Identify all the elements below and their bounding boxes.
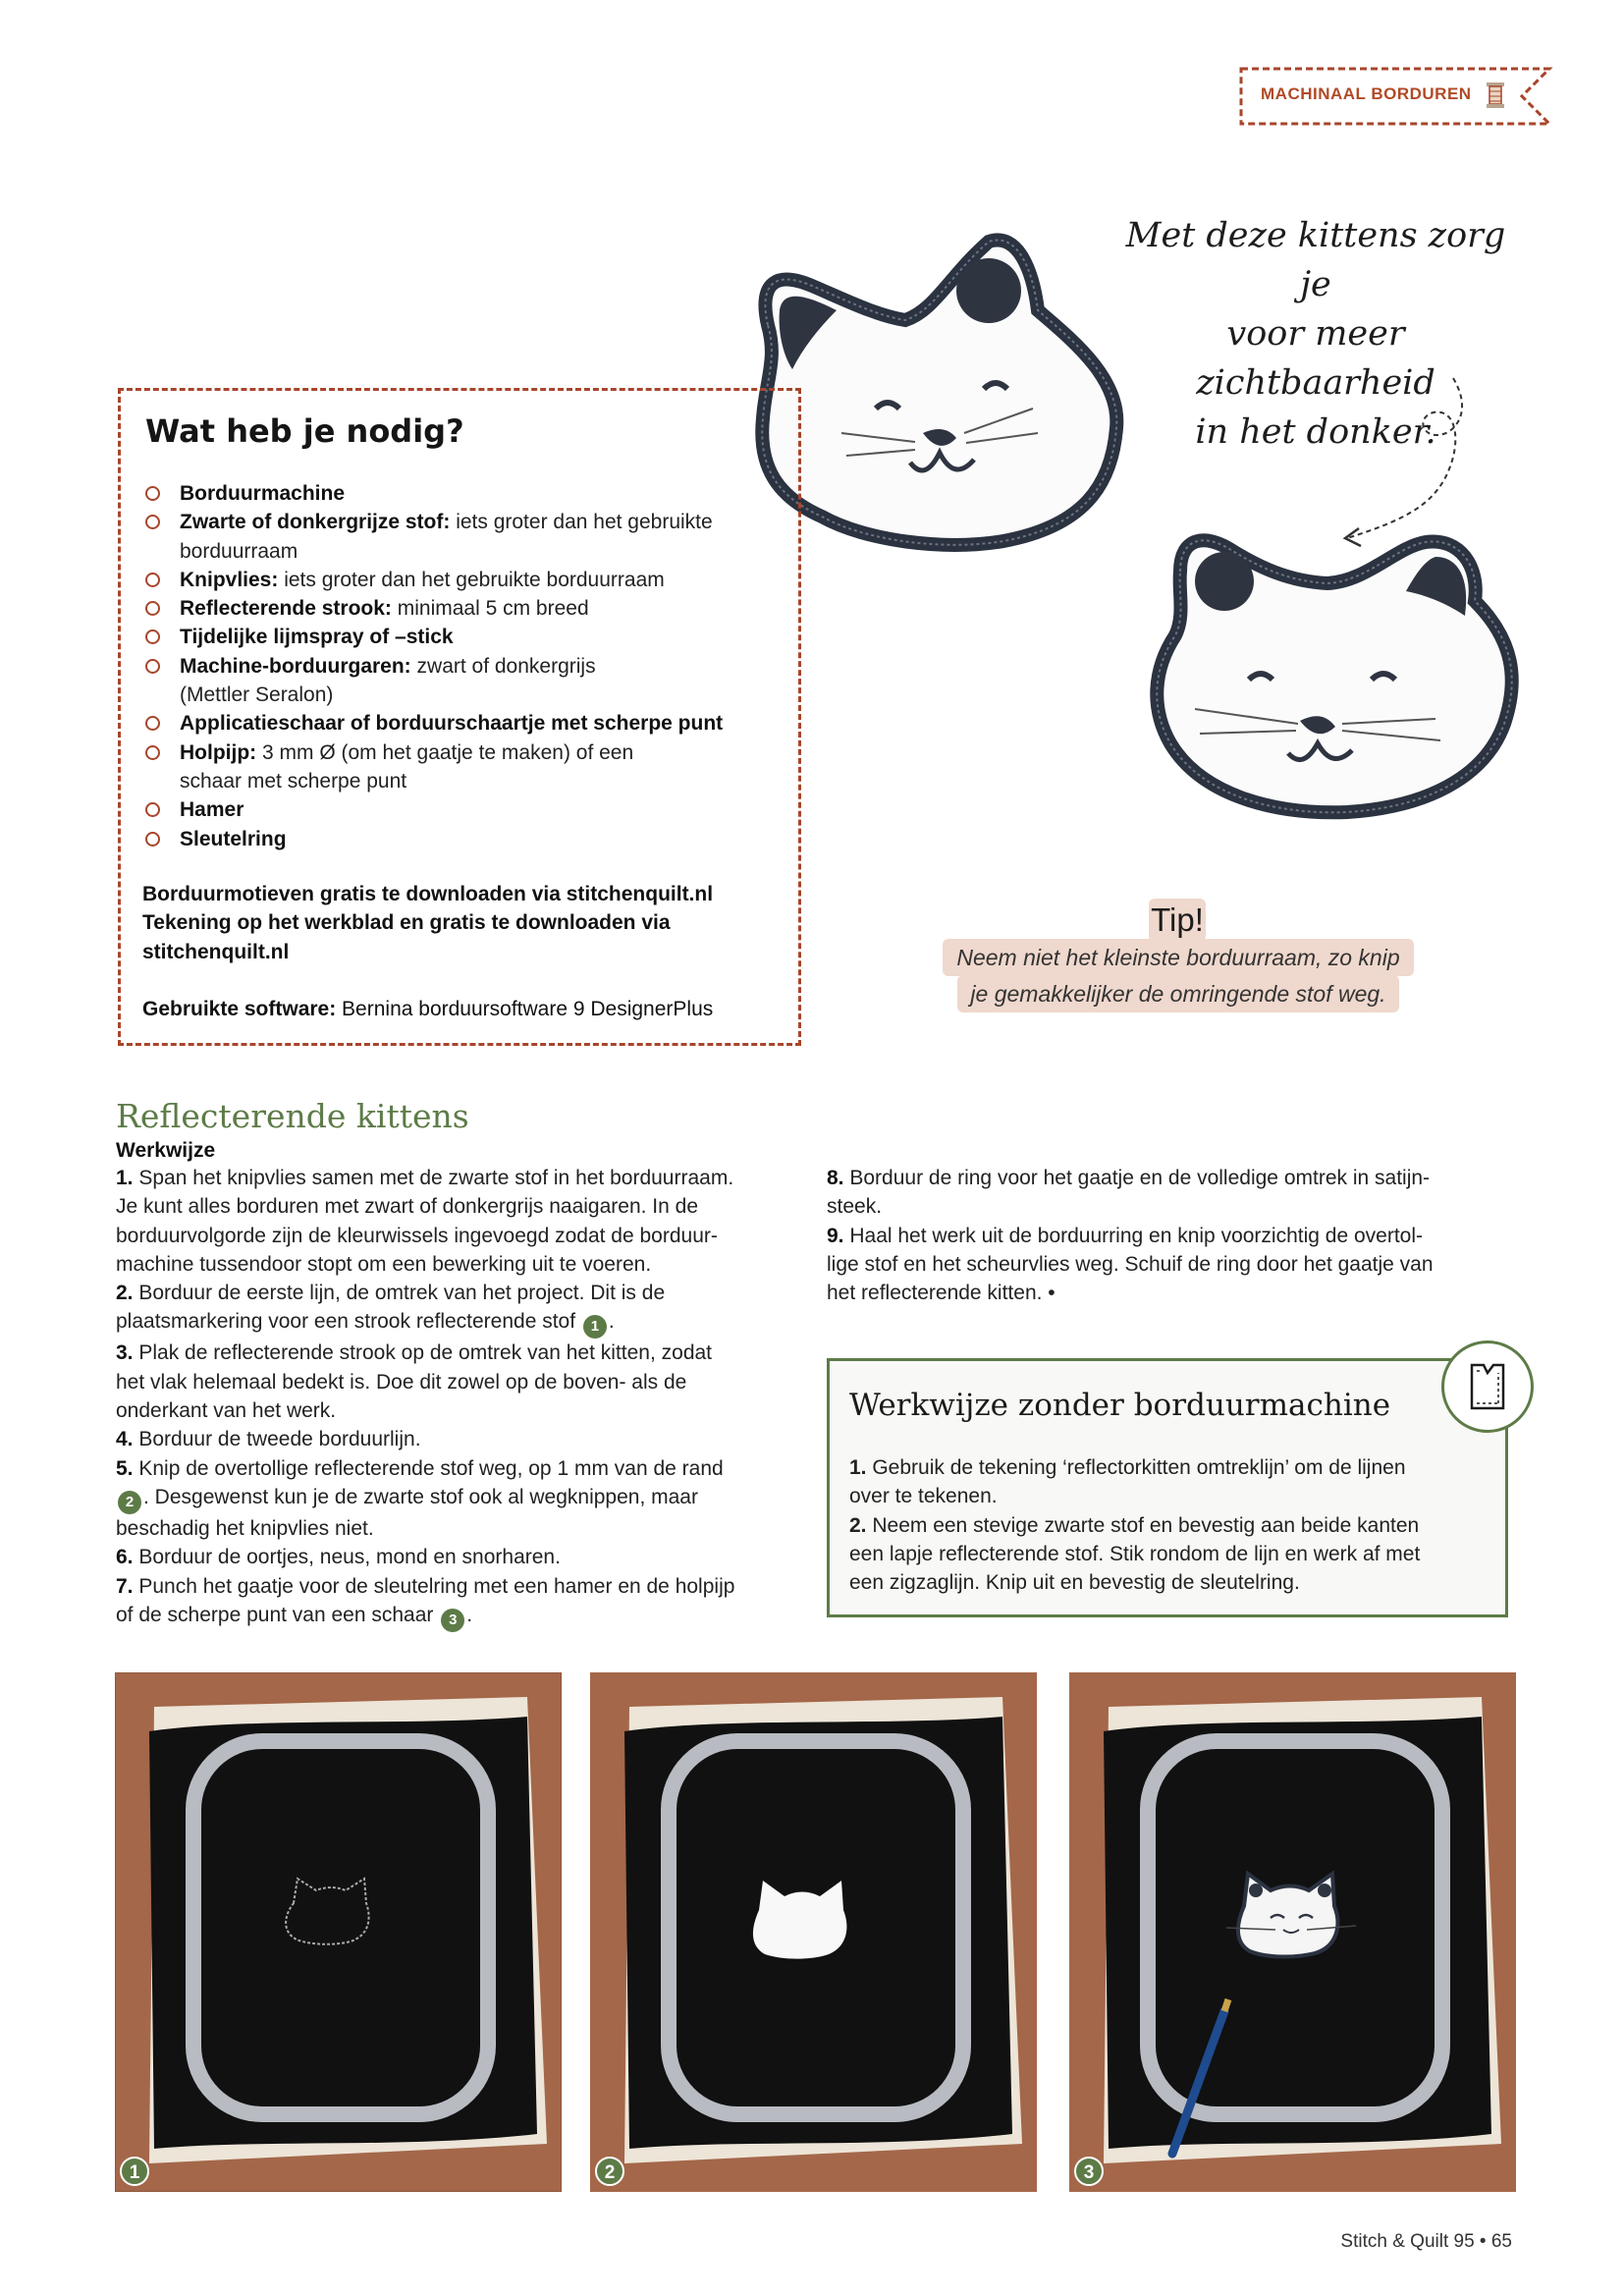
step-text: .: [466, 1603, 473, 1626]
step-text: beschadig het knipvlies niet.: [116, 1516, 374, 1540]
text-line: [116, 1572, 813, 1601]
software-info: [142, 995, 713, 1023]
text-line: [116, 1250, 813, 1279]
item-name: Hamer: [180, 798, 244, 822]
bullet-icon: [145, 573, 160, 587]
photo-reference-badge: 3: [441, 1609, 464, 1632]
list-item: [142, 594, 790, 623]
text-line: [116, 1307, 813, 1339]
caption-line: voor meer zichtbaarheid: [1196, 314, 1435, 403]
text-line: [849, 1482, 1492, 1510]
item-name: Applicatieschaar of borduurschaartje met scherpe punt: [180, 712, 724, 736]
text-line: [827, 1279, 1514, 1307]
list-item: [142, 738, 790, 796]
text-line: [827, 1250, 1514, 1279]
item-name: Knipvlies:: [180, 568, 279, 591]
step-number: 9.: [827, 1224, 844, 1247]
step-text: of de scherpe punt van een schaar: [116, 1603, 440, 1626]
item-name: Reflecterende strook:: [180, 597, 392, 621]
article-subtitle: Werkwijze: [116, 1139, 216, 1162]
materials-list: [142, 479, 790, 853]
list-item: [142, 566, 790, 594]
text-line: [116, 1339, 813, 1367]
text-line: [116, 1192, 813, 1221]
item-detail: (Mettler Seralon): [180, 683, 334, 707]
section-label: MACHINAAL BORDUREN: [1261, 84, 1472, 103]
bullet-icon: [145, 601, 160, 616]
text-line: [116, 1454, 813, 1483]
page-footer: Stitch & Quilt 95 • 65: [1340, 2231, 1512, 2252]
download-line: Tekening op het werkblad en gratis te downloaden via: [142, 911, 671, 935]
step-text: Borduur de tweede borduurlijn.: [133, 1428, 421, 1451]
photo-reference-badge: 1: [583, 1315, 607, 1339]
item-detail: borduurraam: [180, 539, 298, 563]
bullet-icon: [145, 515, 160, 529]
step-text: machine tussendoor stopt om een bewerking uit te voeren.: [116, 1252, 652, 1276]
software-value: Bernina borduursoftware 9 DesignerPlus: [336, 998, 714, 1020]
step-text: Neem een stevige zwarte stof en bevestig aan beide kanten: [866, 1513, 1420, 1537]
text-line: [116, 1396, 813, 1425]
download-info: [142, 880, 713, 966]
photo-number-badge: 3: [1074, 2157, 1104, 2186]
step-text: Plak de reflecterende strook op de omtrek van het kitten, zodat: [133, 1341, 713, 1365]
item-name: Machine-borduurgaren:: [180, 654, 411, 678]
step-number: 7.: [116, 1574, 134, 1598]
step-text: Gebruik de tekening ‘reflectorkitten omtreklijn’ om de lijnen: [866, 1456, 1406, 1479]
text-line: [849, 1568, 1492, 1597]
alt-method-title: Werkwijze zonder borduurmachine: [849, 1388, 1391, 1423]
caption-line: Met deze kittens zorg je: [1125, 216, 1506, 304]
text-line: [116, 1483, 813, 1514]
item-detail: 3 mm Ø (om het gaatje te maken) of een: [256, 740, 634, 764]
text-line: [116, 1164, 813, 1192]
tip-line: Neem niet het kleinste borduurraam, zo knip: [943, 939, 1414, 976]
step-text: .: [608, 1310, 615, 1334]
step-photo-2: [590, 1672, 1037, 2192]
materials-box: [118, 388, 801, 1046]
section-tag: [1239, 67, 1557, 126]
step-number: 1.: [116, 1167, 134, 1189]
item-detail: iets groter dan het gebruikte borduurraam: [278, 568, 665, 591]
alt-method-box: [827, 1358, 1508, 1617]
item-detail: schaar met scherpe punt: [180, 769, 407, 793]
list-item: [142, 623, 790, 651]
item-detail: minimaal 5 cm breed: [391, 597, 589, 621]
instructions-right: [827, 1164, 1514, 1307]
step-text: een lapje reflecterende stof. Stik rondom de lijn en werk af met: [849, 1542, 1421, 1565]
list-item: [142, 508, 790, 566]
item-name: Zwarte of donkergrijze stof:: [180, 511, 451, 534]
text-line: [116, 1222, 813, 1250]
text-line: [116, 1368, 813, 1396]
list-item: [142, 709, 790, 738]
list-item: [142, 825, 790, 853]
alt-method-text: [849, 1453, 1492, 1597]
text-line: [849, 1540, 1492, 1568]
step-text: Je kunt alles borduren met zwart of donkergrijs naaigaren. In de: [116, 1195, 698, 1219]
text-line: [116, 1543, 813, 1571]
step-number: 2.: [849, 1513, 867, 1537]
bullet-icon: [145, 745, 160, 760]
step-text: . Desgewenst kun je de zwarte stof ook al wegknippen, maar: [143, 1485, 698, 1508]
step-number: 3.: [116, 1341, 134, 1365]
step-text: onderkant van het werk.: [116, 1399, 337, 1423]
caption-line: in het donker.: [1195, 412, 1436, 452]
software-label: Gebruikte software:: [142, 998, 337, 1020]
tip-line: je gemakkelijker de omringende stof weg.: [957, 975, 1399, 1012]
text-line: [827, 1222, 1514, 1250]
list-item: [142, 652, 790, 710]
list-item: [142, 795, 790, 824]
photo-number-badge: 1: [120, 2157, 149, 2186]
bullet-icon: [145, 629, 160, 644]
kitten-patch-image: [1141, 513, 1534, 822]
instructions-left: [116, 1164, 813, 1632]
text-line: [827, 1164, 1514, 1192]
step-text: het vlak helemaal bedekt is. Doe dit zowel op de boven- als de: [116, 1370, 687, 1394]
text-line: [827, 1192, 1514, 1221]
step-text: Borduur de ring voor het gaatje en de volledige omtrek in satijn-: [843, 1167, 1431, 1189]
step-text: Punch het gaatje voor de sleutelring met een hamer en de holpijp: [133, 1574, 735, 1598]
spool-icon: [1485, 81, 1506, 110]
item-detail: zwart of donkergrijs: [410, 654, 596, 678]
step-text: het reflecterende kitten. •: [827, 1282, 1056, 1305]
step-number: 4.: [116, 1428, 134, 1451]
step-number: 5.: [116, 1456, 134, 1480]
item-name: Holpijp:: [180, 740, 257, 764]
text-line: [116, 1279, 813, 1307]
step-text: Haal het werk uit de borduurring en knip voorzichtig de overtol-: [843, 1224, 1423, 1247]
item-detail: iets groter dan het gebruikte: [450, 511, 713, 534]
step-text: plaatsmarkering voor een strook reflecterende stof: [116, 1310, 581, 1334]
step-text: over te tekenen.: [849, 1485, 998, 1508]
step-number: 6.: [116, 1546, 134, 1569]
step-number: 1.: [849, 1456, 867, 1479]
step-text: steek.: [827, 1195, 883, 1219]
item-name: Borduurmachine: [180, 482, 346, 505]
bullet-icon: [145, 832, 160, 847]
photo-reference-badge: 2: [118, 1491, 141, 1514]
photo-number-badge: 2: [595, 2157, 624, 2186]
text-line: [849, 1453, 1492, 1482]
step-text: lige stof en het scheurvlies weg. Schuif de ring door het gaatje van: [827, 1252, 1434, 1276]
text-line: [116, 1425, 813, 1453]
step-photo-1: [115, 1672, 562, 2192]
list-item: [142, 479, 790, 508]
text-line: [116, 1514, 813, 1543]
step-number: 2.: [116, 1282, 134, 1305]
step-number: 8.: [827, 1167, 844, 1189]
item-name: Sleutelring: [180, 827, 287, 850]
text-line: [849, 1511, 1492, 1540]
bullet-icon: [145, 486, 160, 501]
step-text: Span het knipvlies samen met de zwarte stof in het borduurraam.: [133, 1167, 734, 1189]
tip-title: Tip!: [1149, 899, 1206, 942]
bullet-icon: [145, 716, 160, 731]
step-text: een zigzaglijn. Knip uit en bevestig de sleutelring.: [849, 1571, 1300, 1595]
download-line: Borduurmotieven gratis te downloaden via stitchenquilt.nl: [142, 883, 714, 905]
step-photo-3: [1069, 1672, 1516, 2192]
step-text: Borduur de oortjes, neus, mond en snorharen.: [133, 1546, 561, 1569]
text-line: [116, 1601, 813, 1632]
article-title: Reflecterende kittens: [116, 1097, 469, 1135]
bullet-icon: [145, 802, 160, 817]
step-text: Knip de overtollige reflecterende stof weg, op 1 mm van de rand: [133, 1456, 724, 1480]
step-text: Borduur de eerste lijn, de omtrek van het project. Dit is de: [133, 1282, 666, 1305]
step-text: borduurvolgorde zijn de kleurwissels ingevoegd zodat de borduur-: [116, 1224, 718, 1247]
download-line: stitchenquilt.nl: [142, 940, 290, 963]
bullet-icon: [145, 659, 160, 674]
cut-fabric-icon: [1441, 1340, 1534, 1433]
materials-title: Wat heb je nodig?: [145, 412, 464, 450]
item-name: Tijdelijke lijmspray of –stick: [180, 626, 454, 649]
